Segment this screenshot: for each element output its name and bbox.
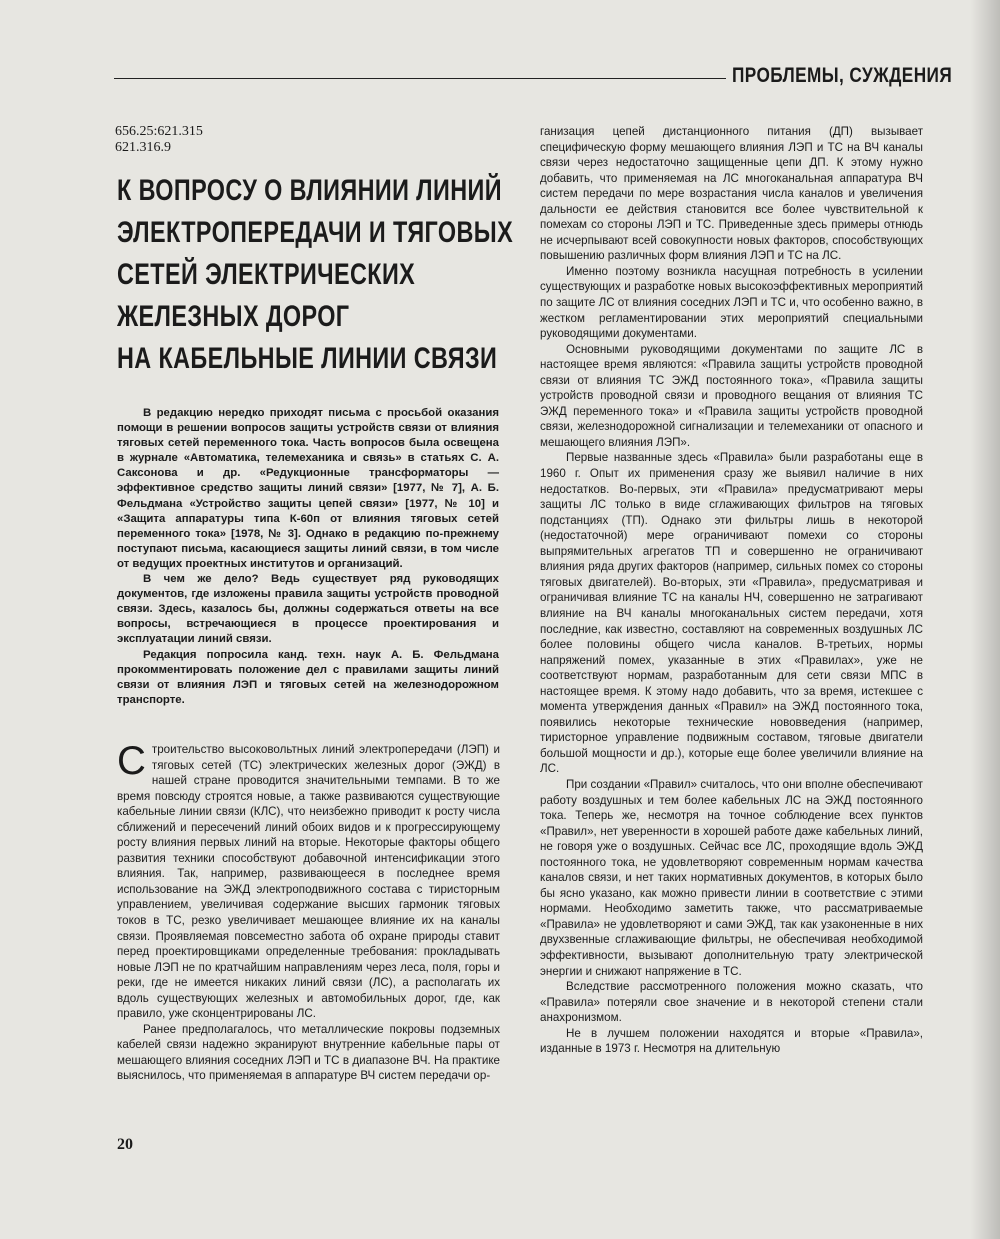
title-line-1: К ВОПРОСУ О ВЛИЯНИИ ЛИНИЙ [117, 174, 502, 207]
title-line-3: СЕТЕЙ ЭЛЕКТРИЧЕСКИХ [117, 258, 416, 291]
body-paragraph-first [117, 739, 500, 1022]
page-number: 20 [117, 1136, 133, 1153]
body-paragraph: Основными руководящими документами по защите ЛС в настоящее время являются: «Правила защиты устройств проводной связи от влияния ТС ЭЖД постоянного тока», «Правила защиты устройств проводной связи и проводного вещания от влияния ТС ЭЖД переменного тока» и «Правила защиты устройств проводной связи, железнодорожной сигнализации и телемеханики от опасного и мешающего влияния ЛЭП». [540, 342, 923, 449]
body-paragraph: Именно поэтому возникла насущная потребность в усилении существующих и разработке новых высокоэффективных мероприятий по защите ЛС от влияния соседних ЛЭП и ТС и, что особенно важно, в жестком регламентировании этих мероприятий специальными руководящими документами. [540, 264, 923, 341]
udc-line-1: 656.25:621.315 [115, 124, 203, 139]
body-paragraph: Ранее предполагалось, что металлические покровы подземных кабелей связи надежно экранируют внутренние кабельные пары от мешающего влияния соседних ЛЭП и ТС в диапазоне ВЧ. На практике выяснилось, что применяемая в аппаратуре ВЧ систем передачи ор- [117, 1022, 500, 1083]
body-paragraph: Не в лучшем положении находятся и вторые «Правила», изданные в 1973 г. Несмотря на длительную [540, 1026, 923, 1056]
body-paragraph: При создании «Правил» считалось, что они вполне обеспечивают работу воздушных и тем более кабельных ЛС на ЭЖД постоянного тока. Теперь же, несмотря на точное соблюдение всех пунктов «Правил», нет уверенности в хорошей работе даже кабельных линий, не говоря уже о воздушных. Сейчас все ЛС, проходящие вдоль ЭЖД постоянного тока, не удовлетворяют современным нормам качества каналов связи, и нет таких нормативных документов, в которых было бы ясно указано, как можно привести линии в соответствие с этими нормами. Необходимо заметить также, что рассматриваемые «Правила» не удовлетворяют и сами ЭЖД, так как узаконенные в них двухзвенные сглаживающие фильтры, не обеспечивая необходимой эффективности, вызывают дополнительную трату электрической энергии и снижают напряжение в ТС. [540, 777, 923, 978]
lead-paragraph-3: Редакция попросила канд. техн. наук А. Б. Фельдмана прокомментировать положение дел с правилами защиты линий связи от влияния ЛЭП и тяговых сетей на железнодорожном транспорте. [117, 648, 499, 706]
body-paragraph-continuation: ганизация цепей дистанционного питания (ДП) вызывает специфическую форму мешающего влияния ЛЭП и ТС на ВЧ каналы связи через недостаточно защищенные цепи ДП. К этому нужно добавить, что применяемая на ЛС многоканальная аппаратура ВЧ систем передачи по мере возрастания числа каналов и увеличения дальности ее действия становится все более чувствительной к помехам со стороны ЛЭП и ТС. Приведенные здесь примеры отнюдь не исчерпывают всей совокупности новых факторов, способствующих повышению различных форм влияния ЛЭП и ТС на ЛС. [540, 125, 923, 263]
drop-cap: С [117, 739, 146, 783]
body-column-right [540, 124, 923, 1057]
lead-paragraph-1: В редакцию нередко приходят письма с просьбой оказания помощи в решении вопросов защиты устройств связи от влияния тяговых сетей переменного тока. Часть вопросов была освещена в журнале «Автоматика, телемеханика и связь» в статьях С. А. Саксонова и др. «Редукционные трансформаторы — эффективное средство защиты линий связи» [1977, № 7], А. Б. Фельдмана «Устройство защиты цепей связи» [1977, № 10] и «Защита аппаратуры типа К-60п от влияния тяговых сетей переменного тока» [1978, № 3]. Однако в редакцию по-прежнему поступают письма, касающиеся защиты линий связи, в том числе от ведущих проектных институтов и организаций. [117, 407, 499, 570]
header-rule [114, 78, 726, 79]
section-title: ПРОБЛЕМЫ, СУЖДЕНИЯ [732, 64, 953, 87]
body-paragraph: Вследствие рассмотренного положения можно сказать, что «Правила» потеряли свое значение и в некоторой степени стали анахронизмом. [540, 980, 923, 1025]
body-column-left [117, 739, 500, 1084]
udc-line-2: 621.316.9 [115, 140, 171, 155]
title-line-4: ЖЕЛЕЗНЫХ ДОРОГ [117, 300, 350, 333]
lead-paragraph-2: В чем же дело? Ведь существует ряд руководящих документов, где изложены правила защиты устройств проводной связи. Здесь, казалось бы, должны содержаться ответы на все вопросы, встречающиеся в процессе проектирования и эксплуатации линий связи. [117, 573, 499, 646]
title-line-5: НА КАБЕЛЬНЫЕ ЛИНИИ СВЯЗИ [117, 342, 498, 375]
body-paragraph: Первые названные здесь «Правила» были разработаны еще в 1960 г. Опыт их применения сразу же выявил наличие в них недостатков. Во-первых, эти «Правила» предусматривают меры защиты ЛС только в виде сглаживающих фильтров на тяговых подстанциях (ТП). Однако эти фильтры лишь в некоторой (недостаточной) мере ограничивают помехи со стороны выпрямительных агрегатов ТП и совершенно не ограничивают влияния ряда других факторов (например, сильных помех со стороны тяговых двигателей). Во-вторых, эти «Правила», предусматривая и ограничивая влияние ТС на каналы НЧ, совершенно не затрагивают влияние на ВЧ каналы многоканальных систем передачи, хотя последние, как известно, составляют на современных воздушных ЛС более половины общего числа каналов. В-третьих, нормы напряжений помех, указанные в этих «Правилах», уже не соответствуют нормам, разработанным для сети связи МПС в настоящее время. К этому надо добавить, что за время, истекшее с момента утверждения данных «Правил» на ЭЖД постоянного тока, появились некоторые технические нововведения (например, тиристорное управление подвижным составом, тяговые двигатели большой мощности и др.), которые еще более увеличили влияние на ЛС. [540, 451, 923, 776]
udc-index [115, 124, 203, 156]
title-line-2: ЭЛЕКТРОПЕРЕДАЧИ И ТЯГОВЫХ [117, 216, 514, 249]
article-title [117, 170, 514, 380]
first-paragraph-text: троительство высоковольтных линий электропередачи (ЛЭП) и тяговых сетей (ТС) электрических железных дорог (ЭЖД) в нашей стране проводится значительными темпами. В то же время повсюду строятся новые, а также развиваются существующие кабельные линии связи (КЛС), что неизбежно приводит к росту числа сближений и пересечений линий обоих видов и к прогрессирующему росту влияния первых линий на вторые. Некоторые факторы общего развития техники способствуют добавочной интенсификации этого влияния. Так, например, развивающееся в последнее время использование на ЭЖД электроподвижного состава с тиристорным управлением, увеличивая содержание высших гармоник тяговых токов в ТС, резко увеличивает мешающее влияние их на каналы связи. Проявляемая повсеместно забота об охране природы ставит перед проектировщиками определенные требования: прокладывать новые ЛЭП не по кратчайшим направлениям через леса, поля, горы и реки, где не имеется никаких линий связи (ЛС), а располагать их вдоль существующих железных и автомобильных дорог, где, как правило, уже сконцентрированы ЛС. [117, 743, 500, 1021]
editorial-lead [117, 406, 499, 708]
page-shadow-edge [970, 0, 1000, 1239]
